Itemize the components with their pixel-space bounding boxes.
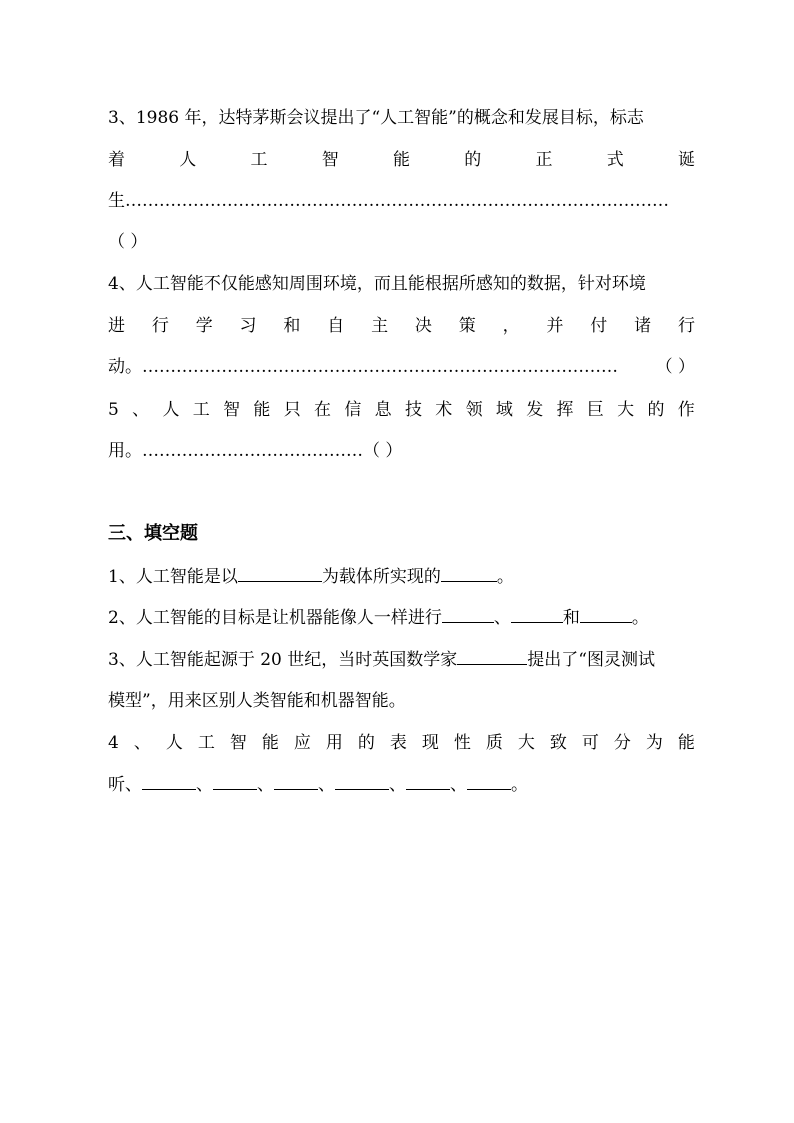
fill-q4-line1-char: 4 xyxy=(108,733,119,753)
fill-q4-separator: 、 xyxy=(450,775,467,795)
judge-q5-line1-char: 智 xyxy=(223,400,241,420)
judge-q5-line1-char: 大 xyxy=(617,400,635,420)
judge-q5-line1-char: 工 xyxy=(192,400,210,420)
judge-q3-line2-char: 诞 xyxy=(678,150,695,170)
judge-q4-line2-char: 诸 xyxy=(634,316,652,336)
fill-q3-line1: 3、人工智能起源于 20 世纪，当时英国数学家 提出了“图灵测试 xyxy=(108,650,655,670)
fill-q2-blank-3[interactable] xyxy=(580,606,632,623)
judge-q5-line1-char: 在 xyxy=(314,400,332,420)
judge-q3-line2-char: 着 xyxy=(108,150,125,170)
fill-q4-blank-6[interactable] xyxy=(467,773,511,790)
fill-q4-blank-3[interactable] xyxy=(274,773,318,790)
fill-q4-line1-char: 、 xyxy=(133,733,151,753)
judge-q3-line1: 3、1986 年，达特茅斯会议提出了“人工智能”的概念和发展目标，标志 xyxy=(108,108,644,128)
judge-q5-line1-char: 域 xyxy=(495,400,513,420)
fill-q4-line1-char: 为 xyxy=(645,733,663,753)
judge-q5-line2: 用。…………………………………（ ） xyxy=(108,441,403,461)
fill-q4-separator: 、 xyxy=(257,775,274,795)
judge-q3-line2-char: 能 xyxy=(393,150,410,170)
fill-q4-line1-char: 可 xyxy=(581,733,599,753)
judge-q5-line1-char: 能 xyxy=(253,400,271,420)
judge-q4-line2-char: 自 xyxy=(327,316,345,336)
judge-q5-line1-char: 、 xyxy=(132,400,150,420)
fill-q3-blank-1[interactable] xyxy=(457,648,527,665)
judge-q5-line1-char: 信 xyxy=(344,400,362,420)
judge-q3-line2-char: 人 xyxy=(179,150,197,170)
judge-q5-line1-char: 领 xyxy=(465,400,483,420)
judge-q3-line2-char: 式 xyxy=(606,150,624,170)
judge-q4-line3-text: 动。………………………………………………………………………… xyxy=(108,357,618,377)
judge-q4-line2-char: 决 xyxy=(414,316,432,336)
judge-q5-line1-char: 发 xyxy=(526,400,544,420)
fill-q4-separator: 、 xyxy=(196,775,213,795)
fill-q4-line1-char: 的 xyxy=(357,733,375,753)
judge-q5-line1-char: 巨 xyxy=(586,400,604,420)
judge-q4-line2-char: 学 xyxy=(195,316,213,336)
judge-q4-line2-char: 主 xyxy=(371,316,389,336)
fill-q4-line1-char: 智 xyxy=(229,733,247,753)
judge-q5-line1-char: 息 xyxy=(374,400,392,420)
judge-q3-line2 xyxy=(108,148,695,172)
fill-q4-blank-4[interactable] xyxy=(335,773,389,790)
fill-q4-line1-char: 致 xyxy=(549,733,567,753)
fill-q4-line1-char: 能 xyxy=(261,733,279,753)
fill-q4-line1-char: 性 xyxy=(453,733,471,753)
fill-q4-line1-char: 人 xyxy=(165,733,183,753)
judge-q4-line2-char: 并 xyxy=(546,316,564,336)
fill-q2-blank-1[interactable] xyxy=(442,606,494,623)
judge-q5-line1-char: 人 xyxy=(162,400,180,420)
fill-q4-line1-char: 用 xyxy=(325,733,343,753)
judge-q4-line3 xyxy=(108,355,695,379)
fill-q4-line1-char: 大 xyxy=(517,733,535,753)
judge-q4-line2-char: ， xyxy=(502,316,520,336)
fill-q4-line1-char: 分 xyxy=(613,733,631,753)
fill-q4-blank-5[interactable] xyxy=(406,773,450,790)
fill-q4-line2 xyxy=(108,773,695,797)
judge-q4-line2-char: 和 xyxy=(283,316,301,336)
fill-q4-separator: 。 xyxy=(511,775,528,795)
judge-q4-line2 xyxy=(108,314,695,338)
judge-q5-line1-char: 挥 xyxy=(556,400,574,420)
judge-q3-line2-char: 正 xyxy=(535,150,553,170)
fill-q1-blank-1[interactable] xyxy=(238,565,322,582)
judge-q4-line2-char: 行 xyxy=(151,316,169,336)
fill-q4-blank-1[interactable] xyxy=(142,773,196,790)
judge-q5-line1-char: 作 xyxy=(677,400,695,420)
section-heading-fill-blank: 三、填空题 xyxy=(108,523,198,544)
judge-q3-line2-char: 的 xyxy=(464,150,482,170)
fill-q4-line1 xyxy=(108,731,695,755)
judge-q4-line2-char: 习 xyxy=(239,316,257,336)
judge-q5-line1-char: 术 xyxy=(435,400,453,420)
judge-q5-line1-char: 只 xyxy=(283,400,301,420)
judge-q3-line2-char: 智 xyxy=(321,150,339,170)
fill-q1-blank-2[interactable] xyxy=(441,565,497,582)
judge-q3-answer-paren: （ ） xyxy=(108,232,148,252)
fill-q4-prefix: 听、 xyxy=(108,775,142,795)
fill-q4-separator: 、 xyxy=(389,775,406,795)
judge-q4-line2-char: 进 xyxy=(108,316,125,336)
judge-q4-line1: 4、人工智能不仅能感知周围环境，而且能根据所感知的数据，针对环境 xyxy=(108,274,646,294)
judge-q5-line1-char: 的 xyxy=(647,400,665,420)
fill-q4-line1-char: 应 xyxy=(293,733,311,753)
judge-q4-line2-char: 付 xyxy=(590,316,608,336)
fill-q4-blank-2[interactable] xyxy=(213,773,257,790)
fill-q4-line1-char: 表 xyxy=(389,733,407,753)
fill-q2: 2、人工智能的目标是让机器能像人一样进行 、 和 。 xyxy=(108,608,649,628)
judge-q4-line2-char: 行 xyxy=(677,316,695,336)
fill-q4-line1-char: 质 xyxy=(485,733,503,753)
fill-q2-blank-2[interactable] xyxy=(511,606,563,623)
judge-q4-answer-paren: （ ） xyxy=(655,357,695,377)
judge-q4-line2-char: 策 xyxy=(458,316,476,336)
fill-q4-line1-char: 工 xyxy=(197,733,215,753)
judge-q3-line2-char: 工 xyxy=(250,150,268,170)
fill-q4-separator: 、 xyxy=(318,775,335,795)
judge-q3-line3: 生…………………………………………………………………………………… xyxy=(108,191,669,211)
judge-q5-line1-char: 技 xyxy=(404,400,422,420)
fill-q4-line1-char: 能 xyxy=(677,733,695,753)
fill-q4-line1-char: 现 xyxy=(421,733,439,753)
fill-q3-line2: 模型”，用来区别人类智能和机器智能。 xyxy=(108,691,406,711)
judge-q5-line1 xyxy=(108,398,695,422)
fill-q1: 1、人工智能是以 为载体所实现的 。 xyxy=(108,567,514,587)
judge-q5-line1-char: 5 xyxy=(108,400,119,420)
